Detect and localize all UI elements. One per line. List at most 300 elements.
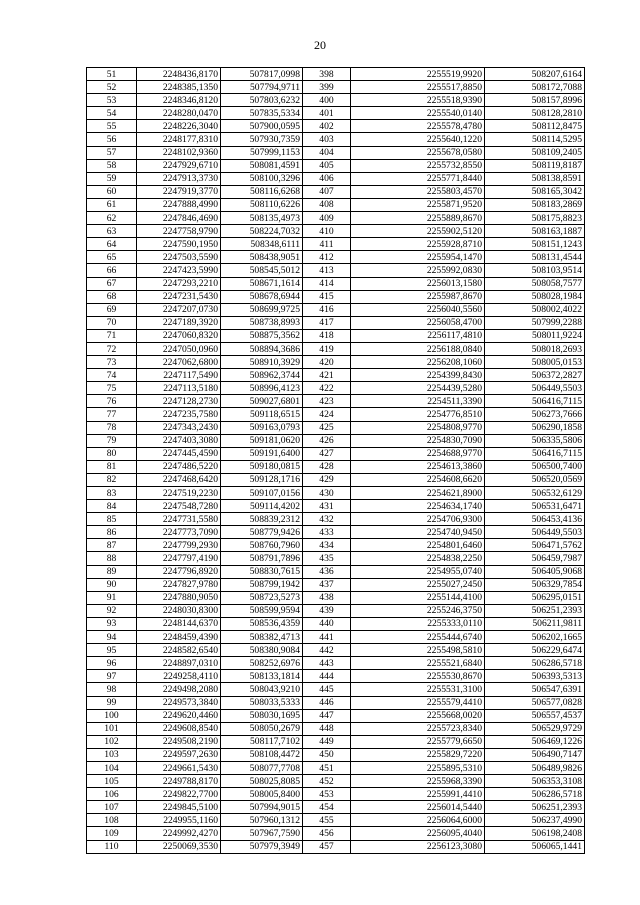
y-coordinate-cell: 507930,7359 <box>221 133 303 146</box>
x-coordinate-cell: 2247913,3730 <box>137 172 221 185</box>
x-coordinate-cell: 2256064,6000 <box>351 814 485 827</box>
point-number-cell: 430 <box>303 487 351 500</box>
x-coordinate-cell: 2255902,5120 <box>351 225 485 238</box>
x-coordinate-cell: 2254801,6460 <box>351 539 485 552</box>
table-row <box>87 395 585 408</box>
y-coordinate-cell: 506211,9811 <box>485 617 585 630</box>
table-row <box>87 146 585 159</box>
point-number-cell: 101 <box>87 722 137 735</box>
coordinates-table-body <box>87 68 585 854</box>
x-coordinate-cell: 2255144,4100 <box>351 591 485 604</box>
y-coordinate-cell: 508760,7960 <box>221 539 303 552</box>
table-row <box>87 120 585 133</box>
y-coordinate-cell: 506393,5313 <box>485 670 585 683</box>
y-coordinate-cell: 508175,8823 <box>485 212 585 225</box>
y-coordinate-cell: 506577,0828 <box>485 696 585 709</box>
x-coordinate-cell: 2255579,4410 <box>351 696 485 709</box>
point-number-cell: 452 <box>303 775 351 788</box>
y-coordinate-cell: 509181,0620 <box>221 434 303 447</box>
table-row <box>87 487 585 500</box>
y-coordinate-cell: 506286,5718 <box>485 657 585 670</box>
point-number-cell: 445 <box>303 683 351 696</box>
point-number-cell: 73 <box>87 356 137 369</box>
y-coordinate-cell: 508172,7088 <box>485 81 585 94</box>
point-number-cell: 402 <box>303 120 351 133</box>
point-number-cell: 422 <box>303 382 351 395</box>
x-coordinate-cell: 2254634,1740 <box>351 500 485 513</box>
x-coordinate-cell: 2255531,3100 <box>351 683 485 696</box>
y-coordinate-cell: 508133,1814 <box>221 670 303 683</box>
table-row <box>87 552 585 565</box>
point-number-cell: 411 <box>303 238 351 251</box>
x-coordinate-cell: 2254776,8510 <box>351 408 485 421</box>
point-number-cell: 426 <box>303 434 351 447</box>
x-coordinate-cell: 2255027,2450 <box>351 578 485 591</box>
x-coordinate-cell: 2247189,3920 <box>137 316 221 329</box>
table-row <box>87 342 585 355</box>
point-number-cell: 446 <box>303 696 351 709</box>
point-number-cell: 416 <box>303 303 351 316</box>
x-coordinate-cell: 2254706,9300 <box>351 513 485 526</box>
y-coordinate-cell: 508081,4591 <box>221 159 303 172</box>
y-coordinate-cell: 506237,4990 <box>485 814 585 827</box>
point-number-cell: 432 <box>303 513 351 526</box>
point-number-cell: 423 <box>303 395 351 408</box>
point-number-cell: 61 <box>87 198 137 211</box>
y-coordinate-cell: 506459,7987 <box>485 552 585 565</box>
y-coordinate-cell: 506065,1441 <box>485 840 585 853</box>
x-coordinate-cell: 2254621,8900 <box>351 487 485 500</box>
y-coordinate-cell: 508109,2405 <box>485 146 585 159</box>
table-row <box>87 591 585 604</box>
y-coordinate-cell: 508116,6268 <box>221 185 303 198</box>
y-coordinate-cell: 508830,7615 <box>221 565 303 578</box>
table-row <box>87 775 585 788</box>
point-number-cell: 86 <box>87 526 137 539</box>
y-coordinate-cell: 506198,2408 <box>485 827 585 840</box>
y-coordinate-cell: 508005,0153 <box>485 356 585 369</box>
x-coordinate-cell: 2249573,3840 <box>137 696 221 709</box>
x-coordinate-cell: 2254955,0740 <box>351 565 485 578</box>
x-coordinate-cell: 2254511,3390 <box>351 395 485 408</box>
point-number-cell: 72 <box>87 342 137 355</box>
x-coordinate-cell: 2256058,4700 <box>351 316 485 329</box>
y-coordinate-cell: 508100,3296 <box>221 172 303 185</box>
point-number-cell: 436 <box>303 565 351 578</box>
coordinates-table <box>86 67 585 854</box>
point-number-cell: 410 <box>303 225 351 238</box>
x-coordinate-cell: 2255992,0830 <box>351 264 485 277</box>
point-number-cell: 401 <box>303 107 351 120</box>
x-coordinate-cell: 2255829,7220 <box>351 748 485 761</box>
x-coordinate-cell: 2255517,8850 <box>351 81 485 94</box>
table-row <box>87 421 585 434</box>
x-coordinate-cell: 2255640,1220 <box>351 133 485 146</box>
y-coordinate-cell: 508043,9210 <box>221 683 303 696</box>
table-row <box>87 172 585 185</box>
x-coordinate-cell: 2247731,5580 <box>137 513 221 526</box>
table-row <box>87 382 585 395</box>
table-row <box>87 225 585 238</box>
point-number-cell: 419 <box>303 342 351 355</box>
x-coordinate-cell: 2247468,6420 <box>137 473 221 486</box>
y-coordinate-cell: 508103,9514 <box>485 264 585 277</box>
x-coordinate-cell: 2247503,5590 <box>137 251 221 264</box>
table-row <box>87 631 585 644</box>
y-coordinate-cell: 506416,7115 <box>485 447 585 460</box>
point-number-cell: 400 <box>303 94 351 107</box>
point-number-cell: 447 <box>303 709 351 722</box>
point-number-cell: 76 <box>87 395 137 408</box>
y-coordinate-cell: 508058,7577 <box>485 277 585 290</box>
x-coordinate-cell: 2248346,8120 <box>137 94 221 107</box>
x-coordinate-cell: 2256014,5440 <box>351 801 485 814</box>
y-coordinate-cell: 506202,1665 <box>485 631 585 644</box>
x-coordinate-cell: 2254830,7090 <box>351 434 485 447</box>
x-coordinate-cell: 2247548,7280 <box>137 500 221 513</box>
y-coordinate-cell: 508114,5295 <box>485 133 585 146</box>
y-coordinate-cell: 506531,6471 <box>485 500 585 513</box>
point-number-cell: 425 <box>303 421 351 434</box>
table-row <box>87 761 585 774</box>
point-number-cell: 427 <box>303 447 351 460</box>
y-coordinate-cell: 507979,3949 <box>221 840 303 853</box>
table-row <box>87 722 585 735</box>
point-number-cell: 90 <box>87 578 137 591</box>
table-row <box>87 578 585 591</box>
point-number-cell: 442 <box>303 644 351 657</box>
x-coordinate-cell: 2247486,5220 <box>137 460 221 473</box>
y-coordinate-cell: 506532,6129 <box>485 487 585 500</box>
y-coordinate-cell: 507960,1312 <box>221 814 303 827</box>
table-row <box>87 513 585 526</box>
point-number-cell: 102 <box>87 735 137 748</box>
point-number-cell: 64 <box>87 238 137 251</box>
y-coordinate-cell: 509118,6515 <box>221 408 303 421</box>
x-coordinate-cell: 2255954,1470 <box>351 251 485 264</box>
x-coordinate-cell: 2247293,2210 <box>137 277 221 290</box>
point-number-cell: 56 <box>87 133 137 146</box>
y-coordinate-cell: 508025,8085 <box>221 775 303 788</box>
table-row <box>87 644 585 657</box>
point-number-cell: 99 <box>87 696 137 709</box>
x-coordinate-cell: 2248459,4390 <box>137 631 221 644</box>
x-coordinate-cell: 2247519,2230 <box>137 487 221 500</box>
y-coordinate-cell: 508779,9426 <box>221 526 303 539</box>
y-coordinate-cell: 506453,4136 <box>485 513 585 526</box>
y-coordinate-cell: 509114,4202 <box>221 500 303 513</box>
point-number-cell: 453 <box>303 788 351 801</box>
y-coordinate-cell: 506229,6474 <box>485 644 585 657</box>
point-number-cell: 84 <box>87 500 137 513</box>
x-coordinate-cell: 2249508,2190 <box>137 735 221 748</box>
y-coordinate-cell: 508033,5333 <box>221 696 303 709</box>
x-coordinate-cell: 2247060,8320 <box>137 329 221 342</box>
x-coordinate-cell: 2255333,0110 <box>351 617 485 630</box>
y-coordinate-cell: 506251,2393 <box>485 604 585 617</box>
table-row <box>87 840 585 853</box>
point-number-cell: 448 <box>303 722 351 735</box>
x-coordinate-cell: 2254740,9450 <box>351 526 485 539</box>
y-coordinate-cell: 506273,7666 <box>485 408 585 421</box>
table-row <box>87 94 585 107</box>
point-number-cell: 408 <box>303 198 351 211</box>
point-number-cell: 398 <box>303 68 351 81</box>
x-coordinate-cell: 2249498,2080 <box>137 683 221 696</box>
y-coordinate-cell: 508699,9725 <box>221 303 303 316</box>
y-coordinate-cell: 508117,7102 <box>221 735 303 748</box>
point-number-cell: 417 <box>303 316 351 329</box>
y-coordinate-cell: 508077,7708 <box>221 761 303 774</box>
point-number-cell: 414 <box>303 277 351 290</box>
x-coordinate-cell: 2250069,3530 <box>137 840 221 853</box>
table-row <box>87 303 585 316</box>
y-coordinate-cell: 506547,6391 <box>485 683 585 696</box>
x-coordinate-cell: 2248177,8310 <box>137 133 221 146</box>
point-number-cell: 53 <box>87 94 137 107</box>
x-coordinate-cell: 2247050,0960 <box>137 342 221 355</box>
x-coordinate-cell: 2256208,1060 <box>351 356 485 369</box>
x-coordinate-cell: 2255246,3750 <box>351 604 485 617</box>
table-row <box>87 277 585 290</box>
y-coordinate-cell: 506295,0151 <box>485 591 585 604</box>
y-coordinate-cell: 506286,5718 <box>485 788 585 801</box>
y-coordinate-cell: 508996,4123 <box>221 382 303 395</box>
table-row <box>87 159 585 172</box>
x-coordinate-cell: 2254838,2250 <box>351 552 485 565</box>
y-coordinate-cell: 508163,1887 <box>485 225 585 238</box>
x-coordinate-cell: 2255578,4780 <box>351 120 485 133</box>
table-row <box>87 526 585 539</box>
table-row <box>87 81 585 94</box>
y-coordinate-cell: 508382,4713 <box>221 631 303 644</box>
y-coordinate-cell: 508252,6976 <box>221 657 303 670</box>
y-coordinate-cell: 508135,4973 <box>221 212 303 225</box>
point-number-cell: 75 <box>87 382 137 395</box>
x-coordinate-cell: 2256117,4810 <box>351 329 485 342</box>
point-number-cell: 83 <box>87 487 137 500</box>
x-coordinate-cell: 2247343,2430 <box>137 421 221 434</box>
x-coordinate-cell: 2247919,3770 <box>137 185 221 198</box>
table-row <box>87 735 585 748</box>
x-coordinate-cell: 2249608,8540 <box>137 722 221 735</box>
x-coordinate-cell: 2249822,7700 <box>137 788 221 801</box>
x-coordinate-cell: 2255928,8710 <box>351 238 485 251</box>
y-coordinate-cell: 508165,3042 <box>485 185 585 198</box>
y-coordinate-cell: 508678,6944 <box>221 290 303 303</box>
point-number-cell: 59 <box>87 172 137 185</box>
x-coordinate-cell: 2247773,7090 <box>137 526 221 539</box>
y-coordinate-cell: 507999,1153 <box>221 146 303 159</box>
y-coordinate-cell: 508131,4544 <box>485 251 585 264</box>
x-coordinate-cell: 2256040,5560 <box>351 303 485 316</box>
x-coordinate-cell: 2247758,9790 <box>137 225 221 238</box>
x-coordinate-cell: 2247117,5490 <box>137 369 221 382</box>
x-coordinate-cell: 2255889,8670 <box>351 212 485 225</box>
table-row <box>87 709 585 722</box>
point-number-cell: 106 <box>87 788 137 801</box>
x-coordinate-cell: 2249620,4460 <box>137 709 221 722</box>
y-coordinate-cell: 508028,1984 <box>485 290 585 303</box>
table-row <box>87 670 585 683</box>
y-coordinate-cell: 508128,2810 <box>485 107 585 120</box>
y-coordinate-cell: 506500,7400 <box>485 460 585 473</box>
point-number-cell: 54 <box>87 107 137 120</box>
table-row <box>87 748 585 761</box>
point-number-cell: 110 <box>87 840 137 853</box>
x-coordinate-cell: 2249845,5100 <box>137 801 221 814</box>
x-coordinate-cell: 2256123,3080 <box>351 840 485 853</box>
point-number-cell: 437 <box>303 578 351 591</box>
x-coordinate-cell: 2255498,5810 <box>351 644 485 657</box>
x-coordinate-cell: 2247403,3080 <box>137 434 221 447</box>
point-number-cell: 93 <box>87 617 137 630</box>
table-row <box>87 356 585 369</box>
y-coordinate-cell: 508799,1942 <box>221 578 303 591</box>
x-coordinate-cell: 2255871,9520 <box>351 198 485 211</box>
x-coordinate-cell: 2248385,1350 <box>137 81 221 94</box>
point-number-cell: 406 <box>303 172 351 185</box>
point-number-cell: 92 <box>87 604 137 617</box>
y-coordinate-cell: 506449,5503 <box>485 526 585 539</box>
table-row <box>87 107 585 120</box>
y-coordinate-cell: 508138,8591 <box>485 172 585 185</box>
y-coordinate-cell: 508119,8187 <box>485 159 585 172</box>
point-number-cell: 66 <box>87 264 137 277</box>
x-coordinate-cell: 2255991,4410 <box>351 788 485 801</box>
point-number-cell: 69 <box>87 303 137 316</box>
y-coordinate-cell: 508005,8400 <box>221 788 303 801</box>
y-coordinate-cell: 508030,1695 <box>221 709 303 722</box>
y-coordinate-cell: 509107,0156 <box>221 487 303 500</box>
point-number-cell: 57 <box>87 146 137 159</box>
point-number-cell: 82 <box>87 473 137 486</box>
y-coordinate-cell: 508536,4359 <box>221 617 303 630</box>
x-coordinate-cell: 2254608,6620 <box>351 473 485 486</box>
table-row <box>87 68 585 81</box>
x-coordinate-cell: 2247113,5180 <box>137 382 221 395</box>
table-row <box>87 617 585 630</box>
y-coordinate-cell: 507999,2288 <box>485 316 585 329</box>
x-coordinate-cell: 2254613,3860 <box>351 460 485 473</box>
table-row <box>87 290 585 303</box>
point-number-cell: 450 <box>303 748 351 761</box>
y-coordinate-cell: 508894,3686 <box>221 342 303 355</box>
y-coordinate-cell: 508545,5012 <box>221 264 303 277</box>
table-row <box>87 369 585 382</box>
point-number-cell: 78 <box>87 421 137 434</box>
point-number-cell: 456 <box>303 827 351 840</box>
point-number-cell: 421 <box>303 369 351 382</box>
y-coordinate-cell: 506290,1858 <box>485 421 585 434</box>
point-number-cell: 62 <box>87 212 137 225</box>
x-coordinate-cell: 2255732,8550 <box>351 159 485 172</box>
x-coordinate-cell: 2256188,0840 <box>351 342 485 355</box>
y-coordinate-cell: 507794,9711 <box>221 81 303 94</box>
point-number-cell: 435 <box>303 552 351 565</box>
point-number-cell: 441 <box>303 631 351 644</box>
point-number-cell: 428 <box>303 460 351 473</box>
point-number-cell: 70 <box>87 316 137 329</box>
point-number-cell: 77 <box>87 408 137 421</box>
y-coordinate-cell: 506335,5806 <box>485 434 585 447</box>
y-coordinate-cell: 508839,2312 <box>221 513 303 526</box>
table-row <box>87 683 585 696</box>
y-coordinate-cell: 506529,9729 <box>485 722 585 735</box>
y-coordinate-cell: 508112,8475 <box>485 120 585 133</box>
y-coordinate-cell: 506329,7854 <box>485 578 585 591</box>
y-coordinate-cell: 507967,7590 <box>221 827 303 840</box>
point-number-cell: 97 <box>87 670 137 683</box>
table-row <box>87 316 585 329</box>
point-number-cell: 440 <box>303 617 351 630</box>
x-coordinate-cell: 2255519,9920 <box>351 68 485 81</box>
point-number-cell: 424 <box>303 408 351 421</box>
y-coordinate-cell: 509128,1716 <box>221 473 303 486</box>
point-number-cell: 67 <box>87 277 137 290</box>
x-coordinate-cell: 2247231,5430 <box>137 290 221 303</box>
x-coordinate-cell: 2255895,5310 <box>351 761 485 774</box>
point-number-cell: 455 <box>303 814 351 827</box>
x-coordinate-cell: 2255723,8340 <box>351 722 485 735</box>
x-coordinate-cell: 2255540,0140 <box>351 107 485 120</box>
x-coordinate-cell: 2247827,9780 <box>137 578 221 591</box>
y-coordinate-cell: 506405,9068 <box>485 565 585 578</box>
x-coordinate-cell: 2254399,8430 <box>351 369 485 382</box>
point-number-cell: 91 <box>87 591 137 604</box>
y-coordinate-cell: 508671,1614 <box>221 277 303 290</box>
point-number-cell: 431 <box>303 500 351 513</box>
point-number-cell: 399 <box>303 81 351 94</box>
table-row <box>87 198 585 211</box>
table-row <box>87 447 585 460</box>
point-number-cell: 109 <box>87 827 137 840</box>
y-coordinate-cell: 506372,2827 <box>485 369 585 382</box>
x-coordinate-cell: 2248897,0310 <box>137 657 221 670</box>
table-row <box>87 329 585 342</box>
x-coordinate-cell: 2249258,4110 <box>137 670 221 683</box>
point-number-cell: 409 <box>303 212 351 225</box>
y-coordinate-cell: 508224,7032 <box>221 225 303 238</box>
y-coordinate-cell: 506490,7147 <box>485 748 585 761</box>
table-row <box>87 212 585 225</box>
y-coordinate-cell: 508962,3744 <box>221 369 303 382</box>
x-coordinate-cell: 2248030,8300 <box>137 604 221 617</box>
x-coordinate-cell: 2255968,3390 <box>351 775 485 788</box>
table-row <box>87 814 585 827</box>
x-coordinate-cell: 2255668,0020 <box>351 709 485 722</box>
point-number-cell: 433 <box>303 526 351 539</box>
table-row <box>87 696 585 709</box>
x-coordinate-cell: 2255444,6740 <box>351 631 485 644</box>
table-row <box>87 827 585 840</box>
x-coordinate-cell: 2255518,9390 <box>351 94 485 107</box>
table-row <box>87 238 585 251</box>
point-number-cell: 88 <box>87 552 137 565</box>
point-number-cell: 412 <box>303 251 351 264</box>
y-coordinate-cell: 508599,9594 <box>221 604 303 617</box>
table-row <box>87 434 585 447</box>
x-coordinate-cell: 2255771,8440 <box>351 172 485 185</box>
point-number-cell: 85 <box>87 513 137 526</box>
table-row <box>87 408 585 421</box>
point-number-cell: 52 <box>87 81 137 94</box>
x-coordinate-cell: 2249955,1160 <box>137 814 221 827</box>
x-coordinate-cell: 2254439,5280 <box>351 382 485 395</box>
y-coordinate-cell: 507803,6232 <box>221 94 303 107</box>
x-coordinate-cell: 2247445,4590 <box>137 447 221 460</box>
point-number-cell: 439 <box>303 604 351 617</box>
